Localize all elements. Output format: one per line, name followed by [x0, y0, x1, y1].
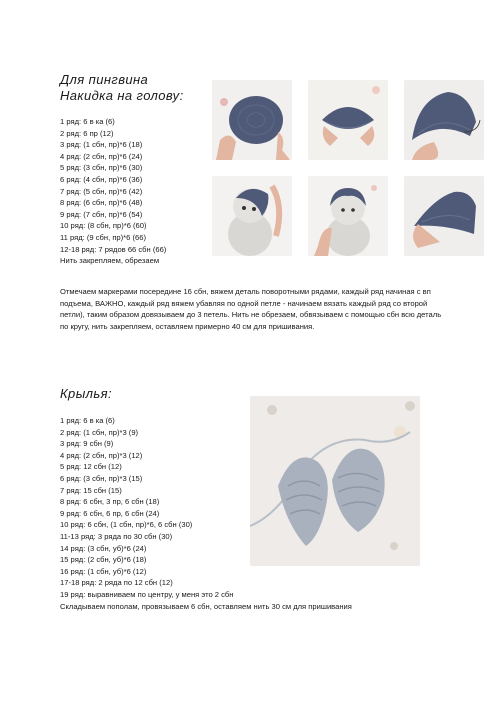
list-item: 6 ряд: (3 сбн, пр)*3 (15): [60, 473, 143, 483]
photo-navy-cap-2: [404, 176, 484, 256]
list-item: 12-18 ряд: 7 рядов 66 сбн (66): [60, 244, 167, 254]
section1-paragraph: Отмечаем маркерами посередине 16 сбн, вяжем деталь поворотными рядами, каждый ряд начиная с вп подъема, ВАЖНО, каждый ряд вяжем убавляя по одной петле - начинаем вязать каждый ряд со второй петли), таким образом довязываем до 3 петель. Нить не обрезаем, обвязываем с помощью сбн всю деталь по кругу, нить закрепляем, оставляем примерно 40 см для пришивания.: [60, 287, 442, 331]
list-item: 6 ряд: (4 сбн, пр)*6 (36): [60, 174, 143, 184]
list-item: 7 ряд: (5 сбн, пр)*6 (42): [60, 186, 143, 196]
photo-navy-cap: [404, 80, 484, 160]
list-item: 3 ряд: 9 сбн (9): [60, 439, 114, 449]
list-item: Складываем пополам, провязываем 6 сбн, оставляем нить 30 см для пришивания: [60, 601, 352, 611]
list-item: 7 ряд: 15 сбн (15): [60, 485, 122, 495]
list-item: 2 ряд: (1 сбн, пр)*3 (9): [60, 427, 139, 437]
list-item: 11-13 ряд: 3 ряда по 30 сбн (30): [60, 531, 173, 541]
list-item: 15 ряд: (2 сбн, уб)*6 (18): [60, 555, 147, 565]
list-item: 10 ряд: 6 сбн, (1 сбн, пр)*6, 6 сбн (30): [60, 520, 193, 530]
list-item: 14 ряд: (3 сбн, уб)*6 (24): [60, 543, 147, 553]
list-item: 5 ряд: (3 сбн, пр)*6 (30): [60, 163, 143, 173]
list-item: 1 ряд: 6 в ка (6): [60, 416, 115, 425]
list-item: 5 ряд: 12 сбн (12): [60, 462, 122, 472]
list-item: 2 ряд: 6 пр (12): [60, 128, 114, 138]
list-item: Нить закрепляем, обрезаем: [60, 256, 160, 266]
photo-navy-circle: [212, 80, 292, 160]
list-item: 17-18 ряд: 2 ряда по 12 сбн (12): [60, 578, 173, 588]
list-item: 11 ряд: (9 сбн, пр)*6 (66): [60, 232, 146, 242]
section2-title: Крылья:: [60, 386, 112, 401]
photo-navy-folded: [308, 80, 388, 160]
section1-row-list: [60, 116, 166, 267]
list-item: 8 ряд: 6 сбн, 3 пр, 6 сбн (18): [60, 497, 160, 507]
list-item: 4 ряд: (2 сбн, пр)*6 (24): [60, 151, 143, 161]
list-item: 4 ряд: (2 сбн, пр)*3 (12): [60, 450, 143, 460]
photo-penguin-body-2: [308, 176, 388, 256]
section1-title-line1: Для пингвина: [60, 72, 149, 87]
list-item: 8 ряд: (6 сбн, пр)*6 (48): [60, 198, 143, 208]
list-item: 3 ряд: (1 сбн, пр)*6 (18): [60, 140, 143, 150]
list-item: 10 ряд: (8 сбн, пр)*6 (60): [60, 221, 147, 231]
list-item: 1 ряд: 6 в ка (6): [60, 117, 115, 126]
photo-wings: [250, 396, 420, 566]
list-item: 9 ряд: (7 сбн, пр)*6 (54): [60, 209, 143, 219]
photo-penguin-body-1: [212, 176, 292, 256]
list-item: 16 ряд: (1 сбн, уб)*6 (12): [60, 566, 147, 576]
list-item: 19 ряд: выравниваем по центру, у меня это 2 сбн: [60, 589, 234, 599]
list-item: 9 ряд: 6 сбн, 6 пр, 6 сбн (24): [60, 508, 160, 518]
section1-title-line2: Накидка на голову:: [60, 88, 184, 103]
